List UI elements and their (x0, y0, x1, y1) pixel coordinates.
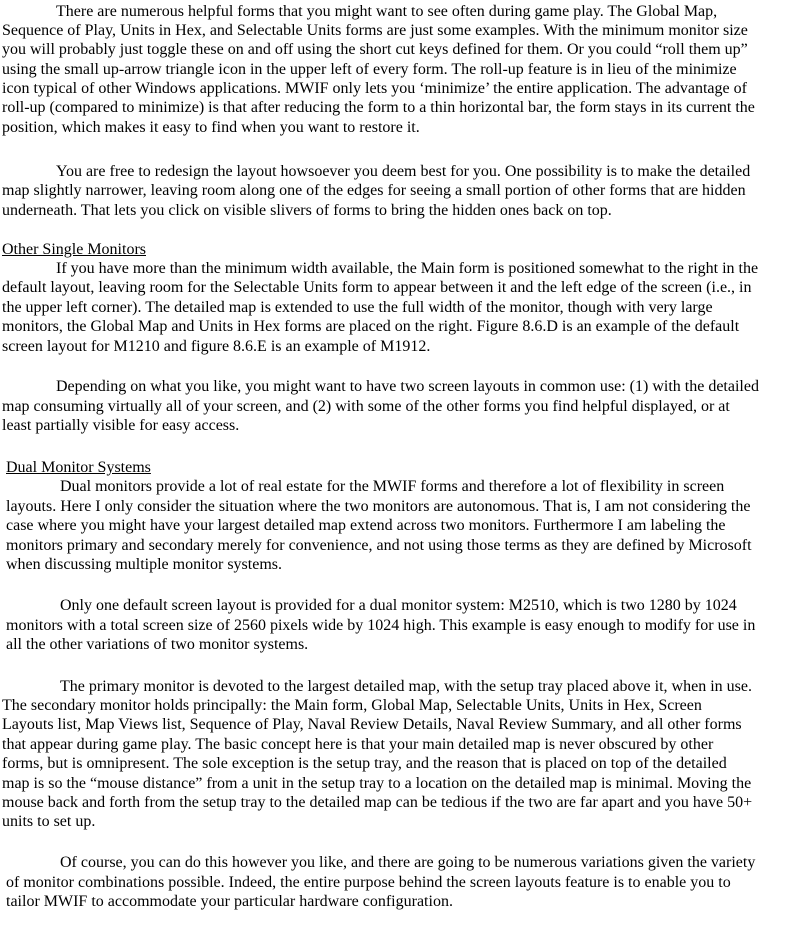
text-line: The primary monitor is devoted to the largest detailed map, with the setup tray placed above it, when in use. (60, 678, 752, 695)
text-line: least partially visible for easy access. (2, 417, 240, 434)
section-heading: Other Single Monitors (2, 241, 146, 258)
text-line: monitors with a total screen size of 2560 pixels wide by 1024 high. This example is easy enough to modify for use in (6, 617, 756, 634)
text-line: Layouts list, Map Views list, Sequence of Play, Naval Review Details, Naval Review Summary, and all other forms (2, 716, 742, 733)
text-line: roll-up (compared to minimize) is that after reducing the form to a thin horizontal bar, the form stays in its current the (2, 99, 755, 116)
text-line: Only one default screen layout is provided for a dual monitor system: M2510, which is two 1280 by 1024 (60, 597, 737, 614)
text-line: that appear during game play. The basic concept here is that your main detailed map is never obscured by other (2, 736, 714, 753)
text-line: The secondary monitor holds principally: the Main form, Global Map, Selectable Units, Units in Hex, Screen (2, 697, 702, 714)
text-line: units to set up. (2, 813, 96, 830)
text-line: mouse back and forth from the setup tray to the detailed map can be tedious if the two are far apart and you have 50+ (2, 794, 753, 811)
text-line: layouts. Here I only consider the situation where the two monitors are autonomous. That is, I am not considering the (6, 498, 751, 515)
text-line: forms, but is omnipresent. The sole exception is the setup tray, and the reason that is placed on top of the detailed (2, 755, 727, 772)
text-line: map is so the “mouse distance” from a unit in the setup tray to a location on the detailed map is minimal. Moving the (2, 775, 752, 792)
text-line: position, which makes it easy to find when you want to restore it. (2, 119, 420, 136)
text-line: Sequence of Play, Units in Hex, and Selectable Units forms are just some examples. With the minimum monitor size (2, 22, 748, 39)
text-line: Of course, you can do this however you like, and there are going to be numerous variations given the variety (60, 854, 756, 871)
text-line: Dual monitors provide a lot of real estate for the MWIF forms and therefore a lot of flexibility in screen (60, 478, 725, 495)
text-line: using the small up-arrow triangle icon in the upper left of every form. The roll-up feature is in lieu of the minimize (2, 61, 737, 78)
text-line: the upper left corner). The detailed map is extended to use the full width of the monitor, though with very large (2, 299, 713, 316)
text-line: tailor MWIF to accommodate your particular hardware configuration. (6, 893, 453, 910)
text-line: There are numerous helpful forms that you might want to see often during game play. The Global Map, (56, 3, 718, 20)
text-line: map slightly narrower, leaving room along one of the edges for seeing a small portion of other forms that are hidden (2, 182, 746, 199)
text-line: when discussing multiple monitor systems. (6, 556, 282, 573)
text-line: screen layout for M1210 and figure 8.6.E is an example of M1912. (2, 338, 431, 355)
text-line: all the other variations of two monitor systems. (6, 636, 309, 653)
text-line: case where you might have your largest detailed map extend across two monitors. Furthermore I am labeling the (6, 517, 726, 534)
text-line: You are free to redesign the layout howsoever you deem best for you. One possibility is to make the detailed (56, 163, 751, 180)
text-line: If you have more than the minimum width available, the Main form is positioned somewhat to the right in the (56, 260, 759, 277)
text-line: icon typical of other Windows applications. MWIF only lets you ‘minimize’ the entire application. The advantage of (2, 80, 747, 97)
text-line: monitors, the Global Map and Units in Hex forms are placed on the right. Figure 8.6.D is an example of the default (2, 318, 740, 335)
text-line: monitors primary and secondary merely for convenience, and not using those terms as they are defined by Microsoft (6, 537, 752, 554)
text-line: Depending on what you like, you might want to have two screen layouts in common use: (1) with the detailed (56, 378, 759, 395)
text-line: default layout, leaving room for the Selectable Units form to appear between it and the left edge of the screen (i.e., in (2, 279, 752, 296)
text-line: underneath. That lets you click on visible slivers of forms to bring the hidden ones back on top. (2, 202, 612, 219)
section-heading: Dual Monitor Systems (6, 459, 151, 476)
text-line: you will probably just toggle these on and off using the short cut keys defined for them. Or you could “roll them up” (2, 41, 748, 58)
text-line: map consuming virtually all of your screen, and (2) with some of the other forms you find helpful displayed, or at (2, 398, 730, 415)
text-line: of monitor combinations possible. Indeed, the entire purpose behind the screen layouts feature is to enable you to (6, 874, 731, 891)
